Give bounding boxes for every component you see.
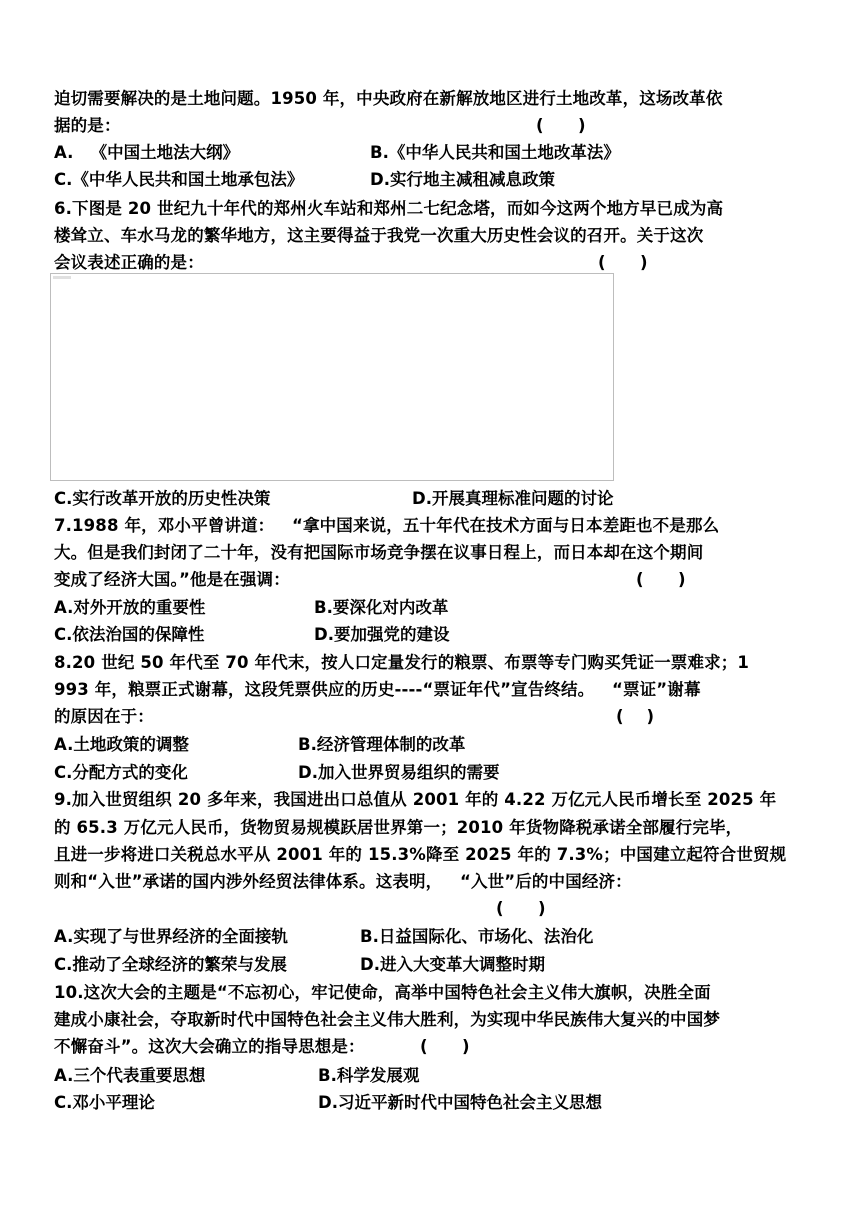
q9-option-a: A.实现了与世界经济的全面接轨: [54, 927, 288, 946]
q9-stem-line2: 的 65.3 万亿元人民币，货物贸易规模跃居世界第一；2010 年货物降税承诺全部履行完毕，: [54, 818, 743, 837]
q8-stem-line3: 的原因在于：: [54, 707, 154, 726]
q6-stem-line1: 6.下图是 20 世纪九十年代的郑州火车站和郑州二七纪念塔，而如今这两个地方早已成为高: [54, 199, 724, 218]
q5-stem-line2: 据的是：: [54, 116, 121, 135]
q6-figure-placeholder: [50, 273, 614, 481]
q6-option-c: C.实行改革开放的历史性决策: [54, 489, 271, 508]
q5-option-d: D.实行地主减租减息政策: [370, 170, 555, 189]
q10-option-c: C.邓小平理论: [54, 1093, 155, 1112]
q9-option-b: B.日益国际化、市场化、法治化: [360, 927, 594, 946]
image-corner-mark: [53, 276, 71, 279]
q8-answer-paren: ( ): [616, 707, 655, 726]
q5-option-a: A. 《中国土地法大纲》: [54, 143, 240, 162]
q7-option-a: A.对外开放的重要性: [54, 598, 206, 617]
q10-option-a: A.三个代表重要思想: [54, 1066, 206, 1085]
q6-option-d: D.开展真理标准问题的讨论: [412, 489, 614, 508]
q5-answer-paren: ( ): [536, 116, 586, 135]
q9-stem-line4: 则和“入世”承诺的国内涉外经贸法律体系。这表明， “入世”后的中国经济：: [54, 872, 632, 891]
q10-option-b: B.科学发展观: [318, 1066, 420, 1085]
q9-stem-line1: 9.加入世贸组织 20 多年来，我国进出口总值从 2001 年的 4.22 万亿元人民币增长至 2025 年: [54, 790, 777, 809]
q8-stem-line1: 8.20 世纪 50 年代至 70 年代末，按人口定量发行的粮票、布票等专门购买凭证一票难求；1: [54, 653, 750, 672]
q8-option-d: D.加入世界贸易组织的需要: [298, 763, 500, 782]
q7-option-b: B.要深化对内改革: [314, 598, 449, 617]
q6-stem-line3: 会议表述正确的是：: [54, 253, 204, 272]
q7-stem-line1: 7.1988 年，邓小平曾讲道： “拿中国来说，五十年代在技术方面与日本差距也不是那么: [54, 516, 720, 535]
q7-stem-line3: 变成了经济大国。”他是在强调：: [54, 570, 290, 589]
q7-option-d: D.要加强党的建设: [314, 625, 450, 644]
q7-option-c: C.依法治国的保障性: [54, 625, 205, 644]
q5-stem-line1: 迫切需要解决的是土地问题。1950 年，中央政府在新解放地区进行土地改革，这场改革依: [54, 89, 723, 108]
q10-stem-line1: 10.这次大会的主题是“不忘初心，牢记使命，高举中国特色社会主义伟大旗帜，决胜全面: [54, 983, 711, 1002]
q10-stem-line2: 建成小康社会，夺取新时代中国特色社会主义伟大胜利，为实现中华民族伟大复兴的中国梦: [54, 1010, 720, 1029]
q9-stem-line3: 且进一步将进口关税总水平从 2001 年的 15.3%降至 2025 年的 7.3%；中国建立起符合世贸规: [54, 845, 787, 864]
q8-stem-line2: 993 年，粮票正式谢幕，这段凭票供应的历史----“票证年代”宣告终结。 “票证”谢幕: [54, 680, 701, 699]
q10-answer-paren: ( ): [420, 1037, 470, 1056]
q8-option-b: B.经济管理体制的改革: [298, 735, 466, 754]
q8-option-c: C.分配方式的变化: [54, 763, 188, 782]
q9-option-c: C.推动了全球经济的繁荣与发展: [54, 955, 287, 974]
q6-stem-line2: 楼耸立、车水马龙的繁华地方，这主要得益于我党一次重大历史性会议的召开。关于这次: [54, 226, 704, 245]
q9-option-d: D.进入大变革大调整时期: [360, 955, 545, 974]
q5-option-c: C.《中华人民共和国土地承包法》: [54, 170, 304, 189]
q10-option-d: D.习近平新时代中国特色社会主义思想: [318, 1093, 602, 1112]
q9-answer-paren: ( ): [496, 899, 546, 918]
q7-stem-line2: 大。但是我们封闭了二十年，没有把国际市场竞争摆在议事日程上，而日本却在这个期间: [54, 543, 704, 562]
q6-answer-paren: ( ): [598, 253, 648, 272]
q8-option-a: A.土地政策的调整: [54, 735, 189, 754]
q7-answer-paren: ( ): [636, 570, 686, 589]
q10-stem-line3: 不懈奋斗”。这次大会确立的指导思想是：: [54, 1037, 365, 1056]
q5-option-b: B.《中华人民共和国土地改革法》: [370, 143, 620, 162]
